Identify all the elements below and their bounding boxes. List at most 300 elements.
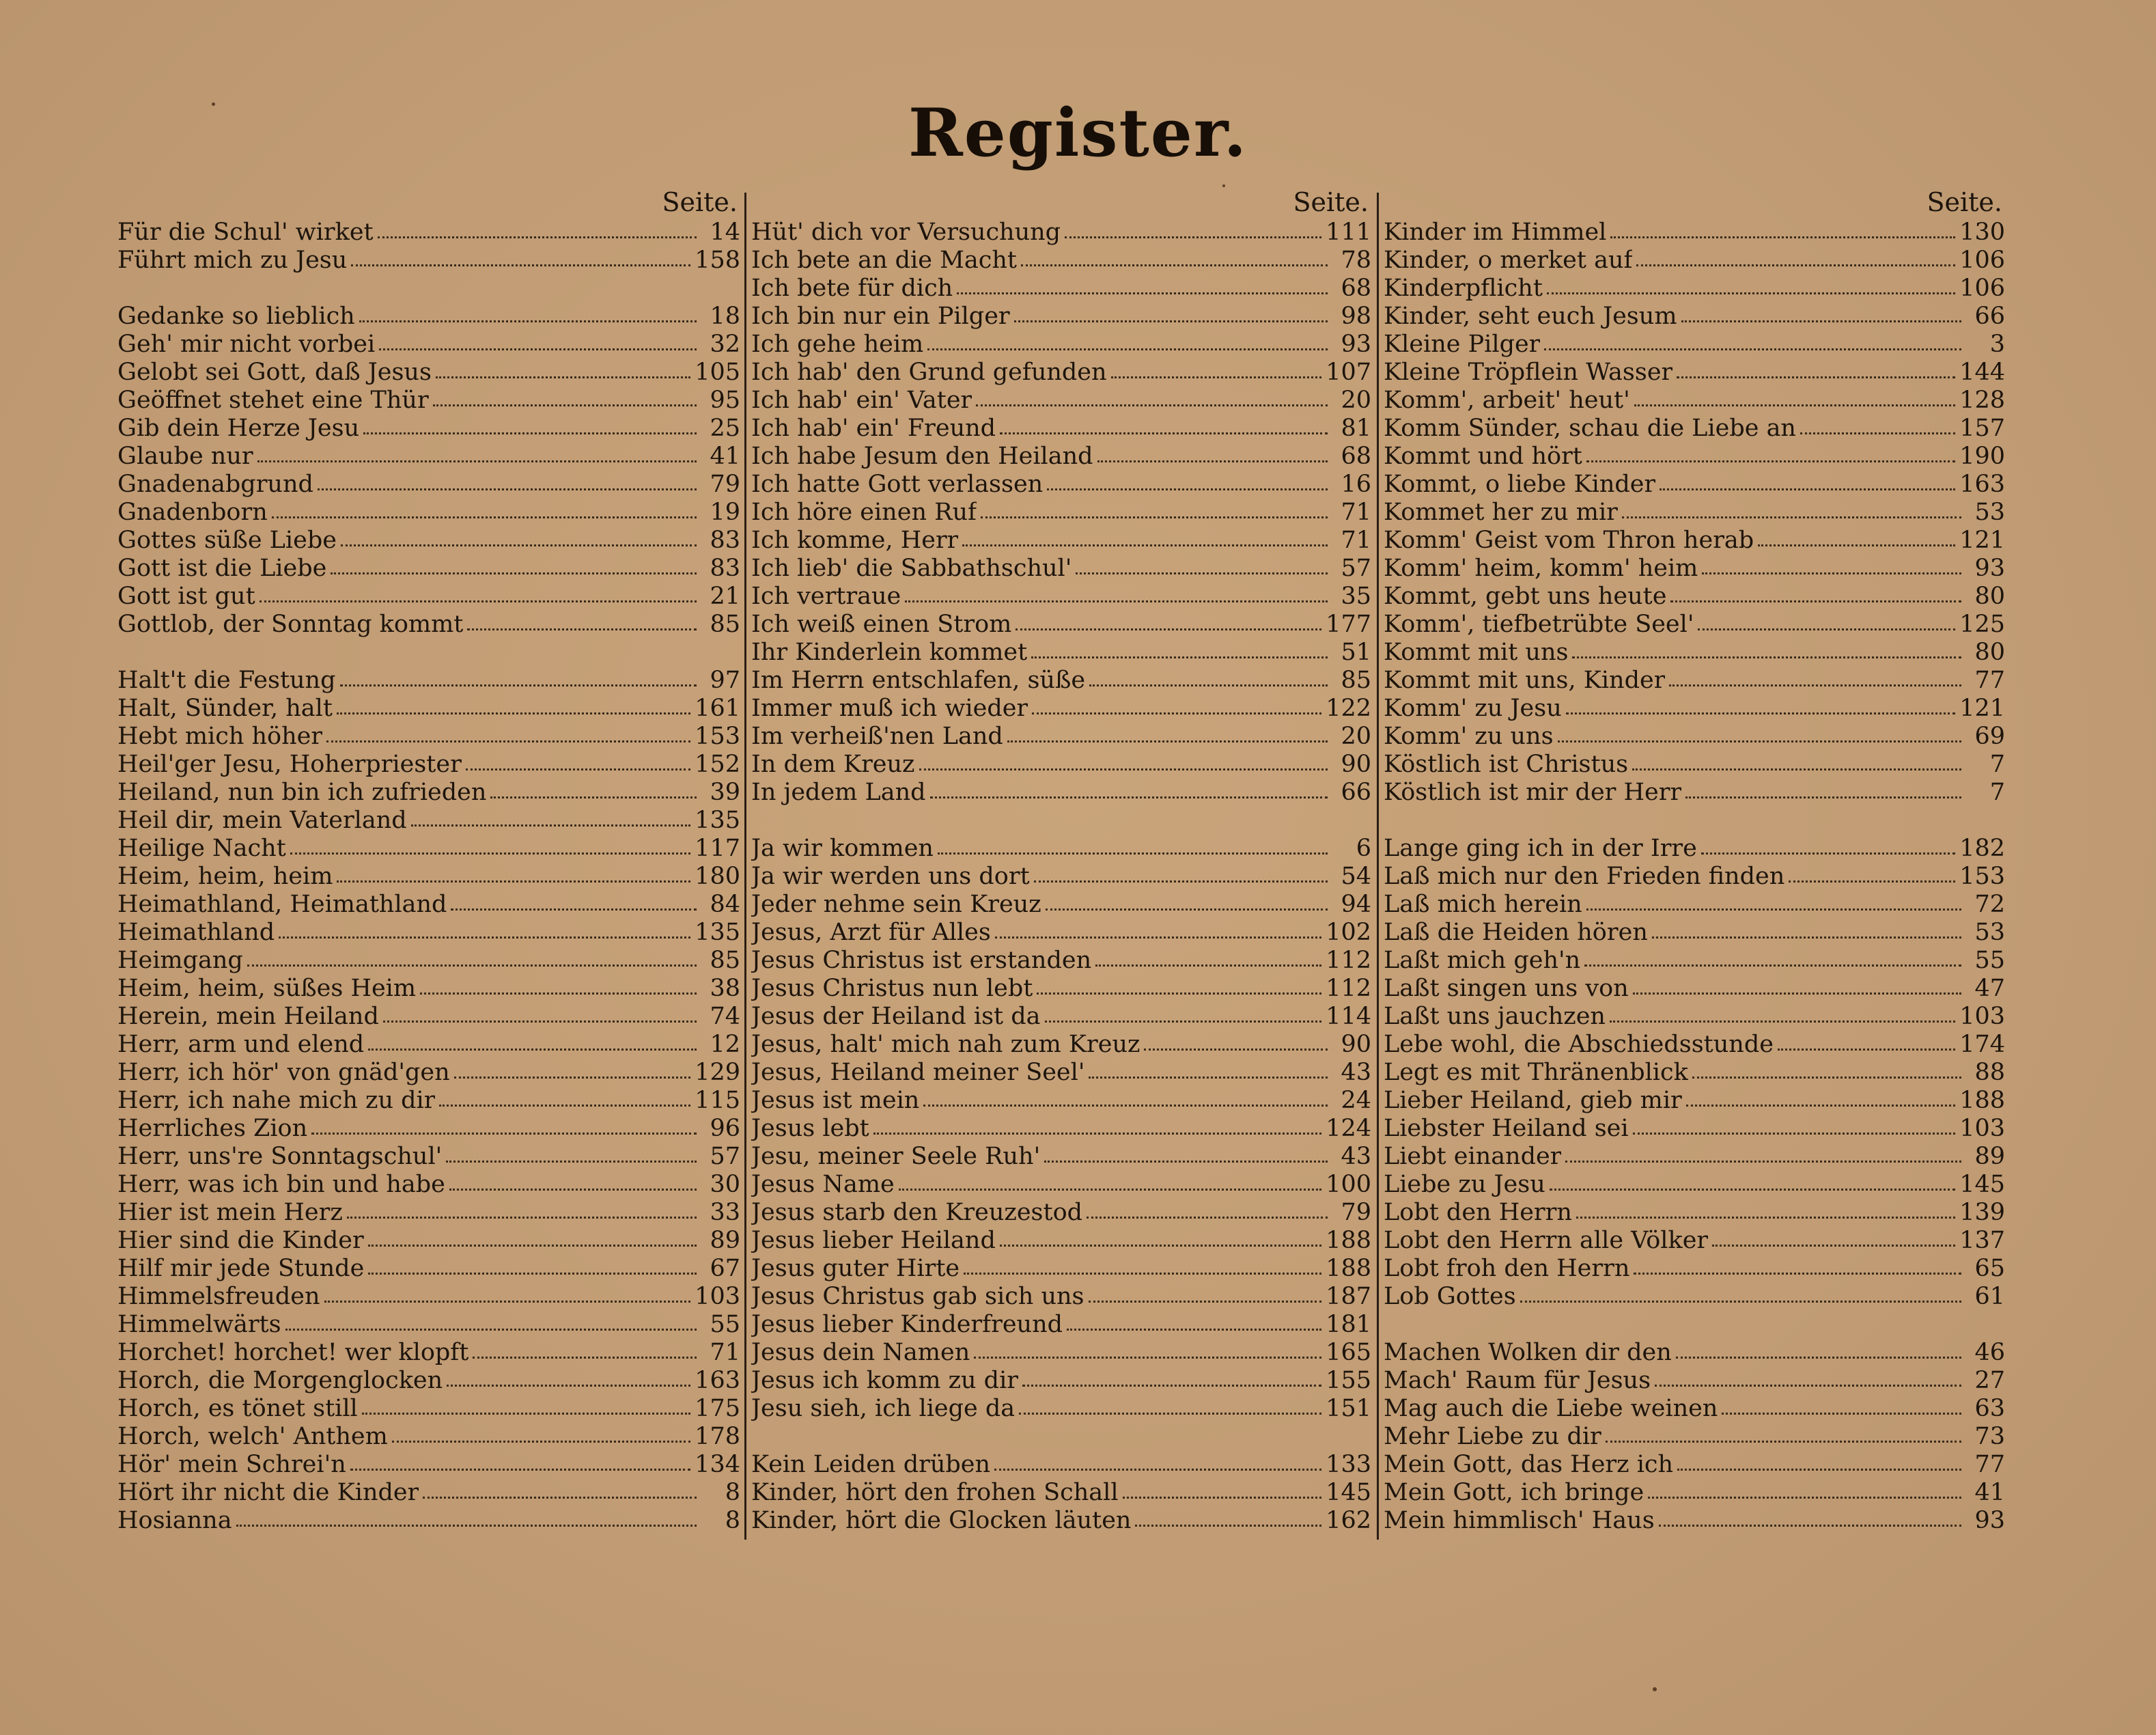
index-entry	[1384, 639, 2005, 667]
index-entry	[1384, 751, 2005, 779]
index-entry	[751, 1059, 1371, 1087]
index-entry	[1384, 779, 2005, 807]
entry-title: Hör' mein Schrei'n	[117, 1451, 346, 1478]
entry-page-number: 77	[1974, 1451, 2005, 1478]
paper-speck	[212, 102, 215, 106]
index-entry	[117, 975, 740, 1003]
entry-page-number: 33	[710, 1199, 740, 1226]
dot-leader	[1622, 499, 1961, 518]
dot-leader	[1047, 471, 1328, 490]
entry-page-number: 54	[1341, 863, 1371, 890]
entry-page-number: 182	[1959, 835, 2005, 862]
dot-leader	[454, 1059, 691, 1079]
entry-title: Jeder nehme sein Kreuz	[751, 891, 1041, 918]
dot-leader	[420, 975, 697, 995]
entry-title: Kommet her zu mir	[1384, 499, 1618, 526]
entry-page-number: 129	[695, 1059, 740, 1086]
index-column-3	[1384, 186, 2005, 1535]
index-entry	[751, 387, 1371, 415]
entry-page-number: 43	[1341, 1059, 1371, 1086]
entry-page-number: 8	[725, 1507, 740, 1534]
entry-title: Kinder im Himmel	[1384, 219, 1607, 246]
index-entry	[1384, 1115, 2005, 1143]
index-entry	[117, 1143, 740, 1171]
entry-page-number: 61	[1974, 1283, 2005, 1310]
index-entry	[751, 1087, 1371, 1115]
entry-page-number: 66	[1341, 779, 1371, 806]
index-entry	[1384, 1031, 2005, 1059]
entry-page-number: 111	[1326, 219, 1371, 246]
entry-title: Laß die Heiden hören	[1384, 919, 1648, 946]
entry-title: Köstlich ist Christus	[1384, 751, 1629, 778]
index-entry	[751, 891, 1371, 919]
index-entry	[751, 471, 1371, 499]
entry-title: Ich hab' den Grund gefunden	[751, 359, 1107, 386]
entry-title: Halt, Sünder, halt	[117, 695, 333, 722]
entry-page-number: 165	[1326, 1339, 1371, 1366]
entry-title: Heil dir, mein Vaterland	[117, 807, 407, 834]
entry-title: Herr, ich hör' von gnäd'gen	[117, 1059, 450, 1086]
index-entry	[1384, 443, 2005, 471]
dot-leader	[1046, 891, 1328, 911]
index-entry	[117, 1031, 740, 1059]
dot-leader	[359, 303, 697, 322]
dot-leader	[326, 723, 690, 742]
index-entry	[751, 1339, 1371, 1367]
entry-page-number: 68	[1341, 275, 1371, 302]
dot-leader	[962, 527, 1328, 546]
entry-title: Kinder, seht euch Jesum	[1384, 303, 1677, 330]
dot-leader	[1789, 863, 1955, 883]
entry-title: Jesus Christus gab sich uns	[751, 1283, 1084, 1310]
entry-page-number: 53	[1974, 499, 2005, 526]
dot-leader	[1686, 1087, 1955, 1107]
entry-title: Jesus lieber Heiland	[751, 1227, 996, 1254]
entry-title: Komm', arbeit' heut'	[1384, 387, 1630, 414]
entry-title: Lobt den Herrn alle Völker	[1384, 1227, 1709, 1254]
dot-leader	[1021, 247, 1328, 266]
index-entry	[751, 1311, 1371, 1339]
entry-title: Ja wir kommen	[751, 835, 934, 862]
dot-leader	[1576, 1199, 1955, 1219]
entry-title: Kinder, hört den frohen Schall	[751, 1479, 1119, 1506]
entry-title: Komm' zu Jesu	[1384, 695, 1562, 722]
index-entry	[1384, 835, 2005, 863]
entry-title: Heim, heim, heim	[117, 863, 333, 890]
entry-page-number: 95	[710, 387, 740, 414]
dot-leader	[467, 611, 697, 630]
dot-leader	[324, 1283, 691, 1303]
index-entry	[751, 415, 1371, 443]
dot-leader	[1701, 835, 1955, 855]
index-entry	[1384, 1451, 2005, 1479]
index-entry	[751, 1395, 1371, 1423]
entry-title: Gnadenborn	[117, 499, 268, 526]
entry-page-number: 68	[1341, 443, 1371, 470]
entry-page-number: 163	[695, 1367, 740, 1394]
entry-title: Glaube nur	[117, 443, 253, 470]
entry-title: Laß mich nur den Frieden finden	[1384, 863, 1785, 890]
entry-title: Herr, uns're Sonntagschul'	[117, 1143, 443, 1170]
index-entry	[1384, 1199, 2005, 1227]
entry-title: Ich vertraue	[751, 583, 901, 610]
dot-leader	[1800, 415, 1955, 434]
index-entry	[1384, 947, 2005, 975]
index-column-2	[751, 186, 1371, 1535]
index-entry	[751, 443, 1371, 471]
dot-leader	[1097, 443, 1328, 462]
index-entry	[751, 639, 1371, 667]
index-entry	[1384, 359, 2005, 387]
entry-title: Jesus, Heiland meiner Seel'	[751, 1059, 1085, 1086]
entry-title: Jesus ich komm zu dir	[751, 1367, 1019, 1394]
entry-page-number: 175	[695, 1395, 740, 1422]
dot-leader	[1007, 723, 1328, 742]
entry-title: Halt't die Festung	[117, 667, 336, 694]
entry-title: Ja wir werden uns dort	[751, 863, 1030, 890]
entry-page-number: 106	[1959, 247, 2005, 274]
entry-title: Heil'ger Jesu, Hoherpriester	[117, 751, 462, 778]
dot-leader	[436, 359, 690, 378]
index-entry	[751, 919, 1371, 947]
dot-leader	[337, 863, 690, 883]
entry-title: Jesus, Arzt für Alles	[751, 919, 991, 946]
entry-page-number: 57	[710, 1143, 740, 1170]
index-entry	[117, 387, 740, 415]
index-entry	[1384, 583, 2005, 611]
index-entry	[117, 219, 740, 247]
dot-leader	[1558, 723, 1961, 742]
entry-page-number: 178	[695, 1423, 740, 1450]
index-entry	[1384, 611, 2005, 639]
dot-leader	[1652, 919, 1961, 939]
dot-leader	[1722, 1395, 1961, 1415]
index-entry	[1384, 1479, 2005, 1507]
entry-title: Kleine Tröpflein Wasser	[1384, 359, 1673, 386]
index-entry	[1384, 527, 2005, 555]
entry-title: Lieber Heiland, gieb mir	[1384, 1087, 1682, 1114]
entry-title: Liebe zu Jesu	[1384, 1171, 1545, 1198]
entry-title: Kinder, hört die Glocken läuten	[751, 1507, 1132, 1534]
entry-page-number: 78	[1341, 247, 1371, 274]
entry-page-number: 25	[710, 415, 740, 442]
entry-page-number: 85	[710, 947, 740, 974]
index-entry	[117, 667, 740, 695]
index-entry	[1384, 1395, 2005, 1423]
dot-leader	[1032, 695, 1321, 714]
index-entry	[117, 835, 740, 863]
entry-page-number: 21	[710, 583, 740, 610]
index-entry	[751, 527, 1371, 555]
dot-leader	[1000, 415, 1328, 434]
entry-title: Herr, arm und elend	[117, 1031, 365, 1058]
index-entry	[1384, 1143, 2005, 1171]
dot-leader	[1677, 359, 1955, 378]
index-entry	[117, 471, 740, 499]
entry-page-number: 97	[710, 667, 740, 694]
dot-leader	[446, 1143, 697, 1163]
dot-leader	[1045, 1003, 1322, 1023]
entry-page-number: 35	[1341, 583, 1371, 610]
entry-page-number: 90	[1341, 751, 1371, 778]
dot-leader	[473, 1339, 697, 1359]
index-entry	[1384, 1283, 2005, 1311]
index-entry	[1384, 1339, 2005, 1367]
index-entry	[1384, 1171, 2005, 1199]
index-entry	[117, 723, 740, 751]
index-entry	[1384, 667, 2005, 695]
entry-title: In dem Kreuz	[751, 751, 915, 778]
entry-title: Kommt und hört	[1384, 443, 1582, 470]
index-column-1	[117, 186, 740, 1535]
entry-page-number: 96	[710, 1115, 740, 1142]
paper-speck	[1653, 1687, 1657, 1691]
entry-page-number: 12	[710, 1031, 740, 1058]
entry-page-number: 190	[1959, 443, 2005, 470]
index-entry	[117, 1199, 740, 1227]
entry-title: Kommt mit uns	[1384, 639, 1569, 666]
dot-leader	[368, 1227, 697, 1247]
entry-title: Komm Sünder, schau die Liebe an	[1384, 415, 1796, 442]
dot-leader	[1067, 1311, 1321, 1331]
entry-page-number: 145	[1959, 1171, 2005, 1198]
entry-page-number: 3	[1989, 331, 2005, 358]
dot-leader	[1586, 891, 1961, 911]
index-entry	[1384, 219, 2005, 247]
entry-page-number: 153	[1959, 863, 2005, 890]
entry-title: Komm' Geist vom Thron herab	[1384, 527, 1754, 554]
index-entry	[117, 695, 740, 723]
dot-leader	[1034, 863, 1328, 883]
index-entry	[117, 443, 740, 471]
entry-title: Kinderpflicht	[1384, 275, 1543, 302]
index-entry	[117, 1479, 740, 1507]
entry-title: Jesus guter Hirte	[751, 1255, 960, 1282]
entry-page-number: 134	[695, 1451, 740, 1478]
dot-leader	[976, 387, 1328, 406]
entry-page-number: 125	[1959, 611, 2005, 638]
index-entry	[1384, 1087, 2005, 1115]
entry-page-number: 94	[1341, 891, 1371, 918]
index-entry	[1384, 1507, 2005, 1535]
entry-title: Geöffnet stehet eine Thür	[117, 387, 429, 414]
index-entry	[117, 1059, 740, 1087]
entry-page-number: 83	[710, 555, 740, 582]
entry-page-number: 85	[710, 611, 740, 638]
entry-page-number: 105	[695, 359, 740, 386]
index-entry	[751, 751, 1371, 779]
index-entry	[751, 1199, 1371, 1227]
dot-leader	[449, 1171, 697, 1191]
dot-leader	[938, 835, 1328, 855]
column-divider	[1377, 193, 1379, 1540]
index-entry	[117, 947, 740, 975]
entry-title: Jesus Christus ist erstanden	[751, 947, 1092, 974]
index-entry	[751, 1031, 1371, 1059]
entry-page-number: 98	[1341, 303, 1371, 330]
entry-page-number: 145	[1326, 1479, 1371, 1506]
entry-title: Lange ging ich in der Irre	[1384, 835, 1697, 862]
dot-leader	[236, 1507, 697, 1527]
dot-leader	[363, 415, 697, 434]
entry-page-number: 65	[1974, 1255, 2005, 1282]
dot-leader	[1089, 1283, 1322, 1303]
entry-title: Hört ihr nicht die Kinder	[117, 1479, 419, 1506]
index-entry	[117, 1255, 740, 1283]
entry-page-number: 124	[1326, 1115, 1371, 1142]
entry-page-number: 57	[1341, 555, 1371, 582]
dot-leader	[1123, 1479, 1322, 1499]
dot-leader	[1031, 639, 1328, 658]
dot-leader	[423, 1479, 697, 1499]
dot-leader	[247, 947, 697, 967]
entry-page-number: 128	[1959, 387, 2005, 414]
dot-leader	[1669, 667, 1961, 686]
dot-leader	[974, 1339, 1321, 1359]
entry-title: Himmelsfreuden	[117, 1283, 320, 1310]
entry-title: In jedem Land	[751, 779, 926, 806]
entry-page-number: 93	[1974, 555, 2005, 582]
index-entry	[751, 1451, 1371, 1479]
entry-title: Jesus der Heiland ist da	[751, 1003, 1041, 1030]
index-entry	[1384, 1255, 2005, 1283]
dot-leader	[964, 1255, 1321, 1275]
dot-leader	[923, 1087, 1328, 1107]
entry-title: Horch, es tönet still	[117, 1395, 358, 1422]
entry-title: Mag auch die Liebe weinen	[1384, 1395, 1718, 1422]
index-entry	[117, 751, 740, 779]
entry-title: Gelobt sei Gott, daß Jesus	[117, 359, 432, 386]
entry-title: Gnadenabgrund	[117, 471, 313, 498]
index-entry	[751, 1227, 1371, 1255]
index-entry	[117, 1227, 740, 1255]
entry-page-number: 103	[1959, 1003, 2005, 1030]
dot-leader	[1584, 947, 1961, 967]
entry-title: Führt mich zu Jesu	[117, 247, 348, 274]
index-entry	[751, 863, 1371, 891]
entry-title: Herrliches Zion	[117, 1115, 308, 1142]
entry-page-number: 24	[1341, 1087, 1371, 1114]
entry-title: Im verheiß'nen Land	[751, 723, 1003, 750]
dot-leader	[1610, 219, 1955, 238]
entry-page-number: 47	[1974, 975, 2005, 1002]
entry-title: Herein, mein Heiland	[117, 1003, 379, 1030]
entry-page-number: 90	[1341, 1031, 1371, 1058]
dot-leader	[1022, 1367, 1321, 1387]
entry-page-number: 152	[695, 751, 740, 778]
dot-leader	[957, 275, 1328, 294]
index-entry	[117, 807, 740, 835]
entry-page-number: 103	[1959, 1115, 2005, 1142]
entry-page-number: 139	[1959, 1199, 2005, 1226]
entry-page-number: 8	[725, 1479, 740, 1506]
index-entry	[117, 415, 740, 443]
index-entry	[751, 1115, 1371, 1143]
dot-leader	[447, 1367, 690, 1387]
dot-leader	[1632, 751, 1961, 771]
entry-page-number: 74	[710, 1003, 740, 1030]
entry-page-number: 130	[1959, 219, 2005, 246]
entry-title: Mein himmlisch' Haus	[1384, 1507, 1655, 1534]
index-entry	[1384, 1059, 2005, 1087]
index-entry	[1384, 471, 2005, 499]
entry-page-number: 114	[1326, 1003, 1371, 1030]
index-entry	[117, 891, 740, 919]
dot-leader	[1065, 219, 1321, 238]
entry-page-number: 63	[1974, 1395, 2005, 1422]
entry-title: Horch, die Morgenglocken	[117, 1367, 443, 1394]
dot-leader	[1698, 611, 1955, 630]
dot-leader	[1655, 1367, 1961, 1387]
entry-title: Machen Wolken dir den	[1384, 1339, 1672, 1366]
dot-leader	[1014, 303, 1328, 322]
dot-leader	[1610, 1003, 1955, 1023]
dot-leader	[1758, 527, 1955, 546]
index-entry	[117, 555, 740, 583]
dot-leader	[285, 1311, 697, 1331]
dot-leader	[1586, 443, 1955, 462]
entry-title: Mach' Raum für Jesus	[1384, 1367, 1651, 1394]
dot-leader	[1636, 247, 1955, 266]
index-entry	[117, 359, 740, 387]
entry-page-number: 112	[1326, 975, 1371, 1002]
dot-leader	[337, 695, 690, 714]
index-entry	[751, 947, 1371, 975]
dot-leader	[341, 527, 697, 546]
dot-leader	[1089, 1059, 1328, 1079]
entry-title: Heimathland, Heimathland	[117, 891, 447, 918]
entry-title: Jesus Name	[751, 1171, 895, 1198]
dot-leader	[1547, 275, 1955, 294]
dot-leader	[378, 219, 697, 238]
dot-leader	[1135, 1507, 1321, 1527]
dot-leader	[279, 919, 690, 939]
entry-page-number: 112	[1326, 947, 1371, 974]
entry-title: Liebt einander	[1384, 1143, 1562, 1170]
entry-page-number: 162	[1326, 1507, 1371, 1534]
dot-leader	[1095, 947, 1321, 967]
dot-leader	[1702, 555, 1961, 574]
column-header-seite: Seite.	[662, 187, 738, 217]
index-entry	[117, 1115, 740, 1143]
entry-page-number: 93	[1341, 331, 1371, 358]
entry-page-number: 79	[710, 471, 740, 498]
entry-page-number: 41	[1974, 1479, 2005, 1506]
entry-title: Komm' zu uns	[1384, 723, 1554, 750]
entry-title: Himmelwärts	[117, 1311, 281, 1338]
entry-title: Köstlich ist mir der Herr	[1384, 779, 1682, 806]
entry-title: Im Herrn entschlafen, süße	[751, 667, 1086, 694]
entry-page-number: 6	[1356, 835, 1371, 862]
dot-leader	[451, 891, 697, 911]
entry-title: Mehr Liebe zu dir	[1384, 1423, 1601, 1450]
index-entry	[117, 331, 740, 359]
entry-list	[751, 219, 1371, 1535]
index-entry	[1384, 695, 2005, 723]
entry-title: Hosianna	[117, 1507, 232, 1534]
dot-leader	[1572, 639, 1961, 658]
dot-leader	[368, 1031, 697, 1051]
entry-page-number: 135	[695, 919, 740, 946]
entry-title: Geh' mir nicht vorbei	[117, 331, 376, 358]
entry-page-number: 188	[1959, 1087, 2005, 1114]
dot-leader	[905, 583, 1328, 602]
dot-leader	[1660, 471, 1955, 490]
entry-title: Laßt uns jauchzen	[1384, 1003, 1606, 1030]
entry-page-number: 51	[1341, 639, 1371, 666]
index-entry	[1384, 275, 2005, 303]
entry-title: Lob Gottes	[1384, 1283, 1516, 1310]
